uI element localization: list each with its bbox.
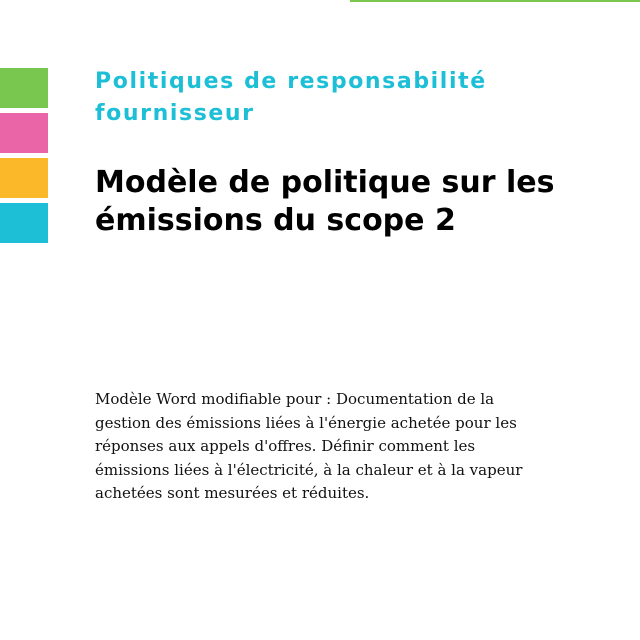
swatch-green (0, 68, 48, 108)
top-accent-line (350, 0, 640, 2)
swatch-pink (0, 113, 48, 153)
page-title: Modèle de politique sur les émissions du scope 2 (95, 165, 555, 238)
swatch-orange (0, 158, 48, 198)
description-text: Modèle Word modifiable pour : Documentation de la gestion des émissions liées à l'énergie achetée pour les réponses aux appels d'offres. Définir comment les émissions liées à l'électricité, à la chaleur et à la vapeur achetées sont mesurées et réduites. (95, 390, 523, 502)
category-heading: Politiques de responsabilité fournisseur (95, 69, 487, 126)
swatch-cyan (0, 203, 48, 243)
